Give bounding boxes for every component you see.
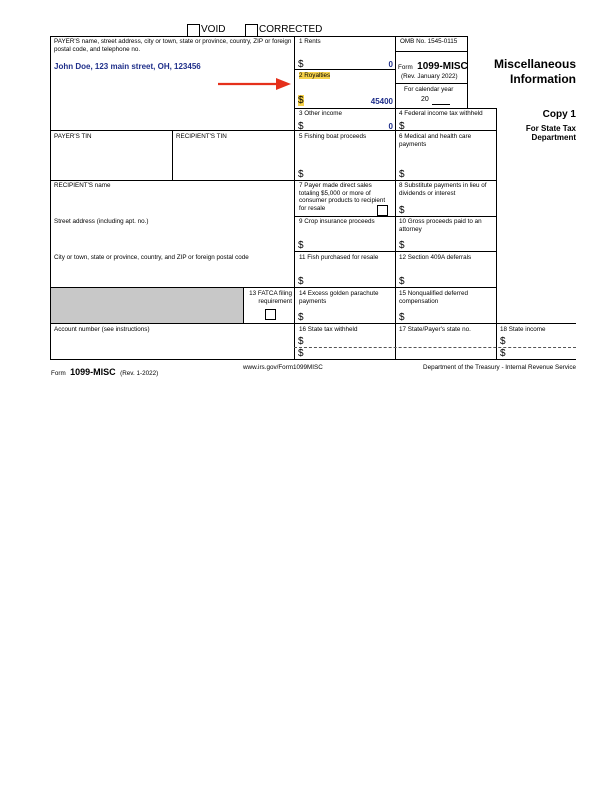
box6-dollar: $ <box>399 169 405 180</box>
payer-value[interactable]: John Doe, 123 main street, OH, 123456 <box>54 62 201 71</box>
box3-value[interactable]: 0 <box>388 122 393 131</box>
box18-dollar-2: $ <box>500 348 506 359</box>
footer-department: Department of the Treasury - Internal Revenue Service <box>423 364 576 371</box>
omb-number: OMB No. 1545-0115 <box>400 38 458 45</box>
box6-label: 6 Medical and health care payments <box>399 133 472 148</box>
box17-label: 17 State/Payer's state no. <box>399 326 471 333</box>
omb-form-prefix: Form <box>398 64 413 71</box>
form-top-border <box>50 36 468 37</box>
omb-form <box>398 56 468 74</box>
box5-label: 5 Fishing boat proceeds <box>299 133 367 140</box>
void-label: VOID <box>201 24 226 35</box>
footer-form <box>51 362 158 380</box>
state-line-dash <box>294 347 576 348</box>
shaded-area <box>51 288 243 323</box>
divider-left-mid <box>294 36 295 359</box>
box11-label: 11 Fish purchased for resale <box>299 254 379 261</box>
box12-dollar: $ <box>399 276 405 287</box>
recipient-name-label: RECIPIENT'S name <box>54 182 111 189</box>
calendar-label: For calendar year <box>404 86 454 93</box>
box1-dollar: $ <box>298 59 304 70</box>
box2-value[interactable]: 45400 <box>370 97 393 106</box>
copy-label: Copy 1 <box>542 109 576 120</box>
box8-dollar: $ <box>399 205 405 216</box>
recipient-tin-label: RECIPIENT'S TIN <box>176 133 227 140</box>
payer-tin-label: PAYER'S TIN <box>54 133 92 140</box>
box12-label: 12 Section 409A deferrals <box>399 254 472 261</box>
box9-dollar: $ <box>298 240 304 251</box>
payer-bottom <box>50 130 496 131</box>
year-underline[interactable] <box>432 104 450 105</box>
corrected-label: CORRECTED <box>259 24 323 35</box>
box4-dollar: $ <box>399 121 405 132</box>
box3-dollar: $ <box>298 121 304 132</box>
box9-label: 9 Crop insurance proceeds <box>299 218 375 225</box>
box2-bottom <box>294 108 496 109</box>
copy-line1: For State Tax <box>525 124 576 133</box>
city-label: City or town, state or province, country, and ZIP or foreign postal code <box>54 254 249 261</box>
box15-label: 15 Nonqualified deferred compensation <box>399 290 468 305</box>
copy-line2: Department <box>531 133 576 142</box>
box13-label: 13 FATCA filing requirement <box>249 290 292 305</box>
title-line2: Information <box>510 72 576 86</box>
box7-label: 7 Payer made direct sales totaling $5,000 or more of consumer products to recipient for resale <box>299 182 386 212</box>
divider-tin <box>172 130 173 180</box>
box9-bottom <box>294 251 496 252</box>
tin-bottom <box>50 180 496 181</box>
box2-dollar: $ <box>298 95 304 106</box>
omb-revision: (Rev. January 2022) <box>401 73 458 80</box>
footer-form-name: 1099-MISC <box>70 367 116 377</box>
box11-dollar: $ <box>298 276 304 287</box>
box10-dollar: $ <box>399 240 405 251</box>
box16-dollar-2: $ <box>298 348 304 359</box>
footer-form-prefix: Form <box>51 370 66 377</box>
box1-bottom <box>294 69 395 70</box>
form-bottom-border <box>50 359 576 360</box>
omb-form-name: 1099-MISC <box>417 61 468 72</box>
box7-checkbox[interactable] <box>377 205 388 216</box>
box7-bottom <box>294 216 496 217</box>
box5-dollar: $ <box>298 169 304 180</box>
footer-url: www.irs.gov/Form1099MISC <box>243 364 323 371</box>
box1-value[interactable]: 0 <box>388 60 393 69</box>
title-line1: Miscellaneous <box>493 57 576 71</box>
omb-line <box>395 51 467 52</box>
box18-label: 18 State income <box>500 326 546 333</box>
account-label: Account number (see instructions) <box>54 326 150 333</box>
box2-label-highlight: 2 Royalties <box>299 72 331 79</box>
box8-label: 8 Substitute payments in lieu of dividends or interest <box>399 182 487 197</box>
footer-revision: (Rev. 1-2022) <box>120 370 159 377</box>
arrow-icon <box>218 77 292 91</box>
box15-dollar: $ <box>399 312 405 323</box>
box18-dollar-1: $ <box>500 336 506 347</box>
box2-label <box>299 72 330 80</box>
box14-label: 14 Excess golden parachute payments <box>299 290 379 305</box>
box16-label: 16 State tax withheld <box>299 326 358 333</box>
box13-divider <box>243 287 244 323</box>
box16-dollar-1: $ <box>298 336 304 347</box>
divider-mid <box>395 36 396 359</box>
divider-right <box>496 108 497 359</box>
rev-line <box>395 83 467 84</box>
box10-label: 10 Gross proceeds paid to an attorney <box>399 218 482 233</box>
street-label: Street address (including apt. no.) <box>54 218 149 225</box>
year-prefix: 20 <box>421 96 429 103</box>
box14-bottom <box>50 323 576 324</box>
payer-label: PAYER'S name, street address, city or town, state or province, country, ZIP or foreign postal code, and telephone no. <box>54 38 292 53</box>
box14-dollar: $ <box>298 312 304 323</box>
box1-label: 1 Rents <box>299 38 321 45</box>
box3-label: 3 Other income <box>299 110 343 117</box>
fatca-checkbox[interactable] <box>265 309 276 320</box>
box4-label: 4 Federal income tax withheld <box>399 110 483 117</box>
